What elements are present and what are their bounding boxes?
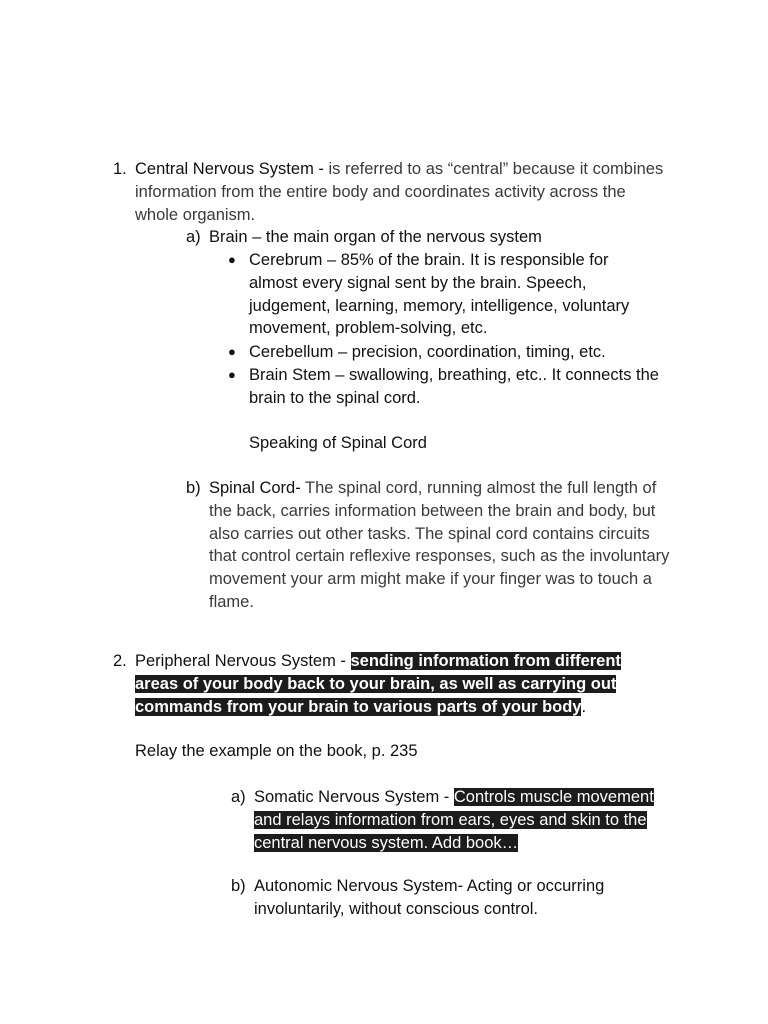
pns-title: Peripheral Nervous System - — [135, 652, 351, 670]
bullet-icon: ● — [228, 344, 236, 359]
relay-line: Relay the example on the book, p. 235 — [135, 742, 418, 760]
somatic-highlight: Controls muscle movement and relays information from ears, eyes and skin to the central nervous system. Add book… — [254, 788, 654, 852]
spinal-cord-paragraph — [209, 477, 677, 614]
bullet-icon: ● — [228, 367, 236, 382]
spinal-cord-note: Speaking of Spinal Cord — [249, 434, 427, 452]
somatic-title: Somatic Nervous System - — [254, 788, 454, 806]
cns-description: is referred to as “central” because it combines information from the entire body and coordinates activity across the whole organism. — [135, 160, 664, 224]
somatic-paragraph — [254, 786, 679, 854]
pns-highlight: sending information from different areas of your body back to your brain, as well as carrying out commands from your brain to various parts of your body — [135, 652, 621, 716]
spinal-cord-text: The spinal cord, running almost the full length of the back, carries information between the brain and body, but also carries out other tasks. The spinal cord contains circuits that control certain reflexive responses, such as the involuntary movement your arm might make if your finger was to touch a flame. — [209, 479, 670, 611]
pns-sub-b-marker: b) — [231, 877, 246, 895]
cns-title: Central Nervous System - — [135, 160, 329, 178]
list-number-2: 2. — [113, 652, 127, 670]
list-number-1: 1. — [113, 160, 127, 178]
spinal-cord-title: Spinal Cord- — [209, 479, 305, 497]
pns-sub-a-marker: a) — [231, 788, 246, 806]
brain-line: Brain – the main organ of the nervous system — [209, 228, 542, 246]
autonomic-line: Autonomic Nervous System- Acting or occurring involuntarily, without conscious control. — [254, 877, 605, 918]
cns-sub-a-marker: a) — [186, 228, 201, 246]
bullet-icon: ● — [228, 252, 236, 267]
pns-paragraph: Peripheral Nervous System - sending information from different areas of your body back to your brain, as well as carrying out commands from your brain to various parts of your body. — [135, 652, 621, 716]
cns-sub-b-marker: b) — [186, 479, 201, 497]
cerebellum-item: Cerebellum – precision, coordination, timing, etc. — [249, 343, 606, 361]
cerebrum-item: Cerebrum – 85% of the brain. It is responsible for almost every signal sent by the brain. Speech, judgement, learning, memory, intelligence, voluntary movement, problem-solving, etc. — [249, 251, 630, 338]
brain-stem-item: Brain Stem – swallowing, breathing, etc.. It connects the brain to the spinal cord. — [249, 366, 659, 407]
cns-paragraph — [135, 158, 665, 226]
